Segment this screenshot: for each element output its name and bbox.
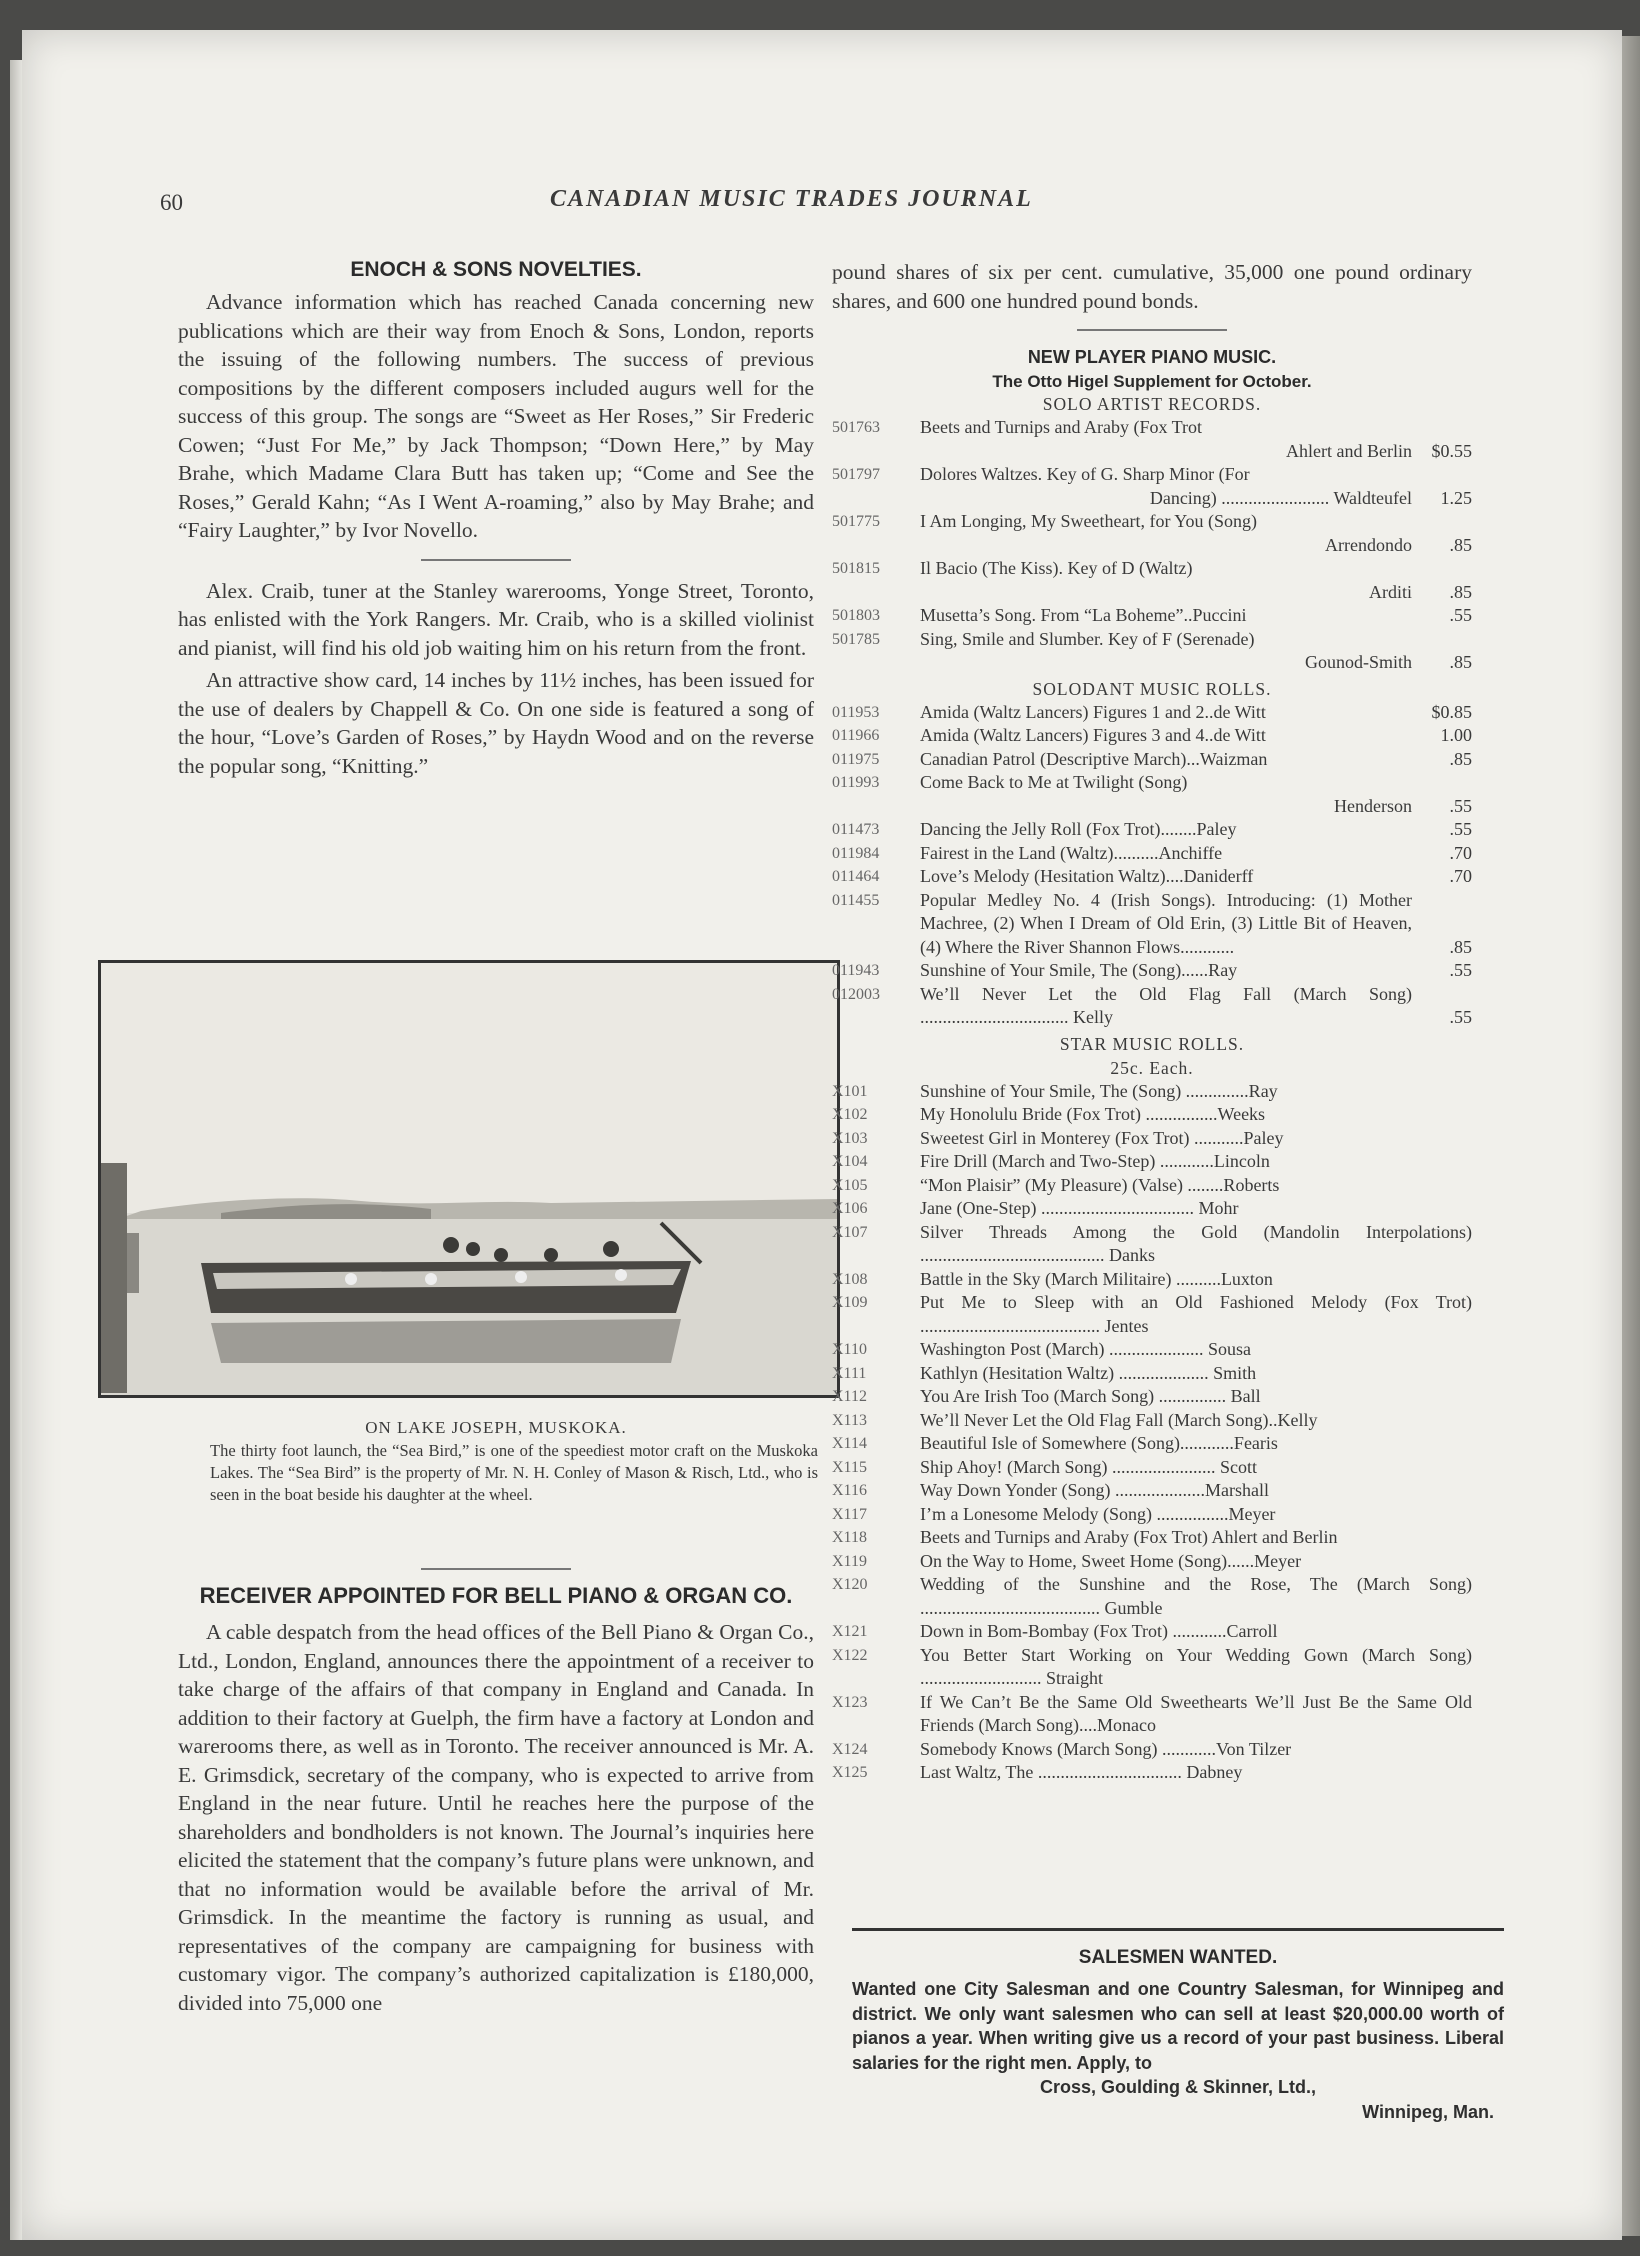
catalog-number: X120	[832, 1576, 868, 1593]
music-entry	[832, 1432, 1472, 1456]
photo-caption: The thirty foot launch, the “Sea Bird,” is one of the speediest motor craft on the Muskoka Lakes. The “Sea Bird” is the property of Mr. N. H. Conley of Mason & Risch, Ltd., who is seen in the boat beside his daughter at the wheel.	[210, 1441, 818, 1504]
enoch-heading: ENOCH & SONS NOVELTIES.	[350, 258, 642, 281]
catalog-number: 011953	[832, 703, 880, 721]
music-entry	[832, 1761, 1472, 1785]
entry-title: Beets and Turnips and Araby (Fox Trot	[920, 417, 1203, 437]
catalog-number: X115	[832, 1458, 867, 1476]
music-entry	[832, 959, 1472, 983]
player-heading: NEW PLAYER PIANO MUSIC.	[1027, 347, 1277, 367]
entry-title: We’ll Never Let the Old Flag Fall (March Song) ................................. Kelly	[920, 983, 1412, 1027]
entry-title: I’m a Lonesome Melody (Song) ................Meyer	[920, 1503, 1276, 1524]
catalog-number: 012003	[832, 985, 880, 1003]
craib-article: Alex. Craib, tuner at the Stanley warerooms, Yonge Street, Toronto, has enlisted with the York Rangers. Mr. Craib, who is a skilled violinist and pianist, will find his old job waiting him on his return from the front.	[178, 578, 814, 660]
entry-price: .70	[1449, 842, 1472, 863]
page-number: 60	[160, 190, 183, 215]
music-entry	[832, 1150, 1472, 1174]
entry-title: Popular Medley No. 4 (Irish Songs). Introducing: (1) Mother Machree, (2) When I Dream of Old Erin, (3) Little Bit of Heaven, (4) Where the River Shannon Flows............	[920, 889, 1412, 957]
catalog-number: 501763	[832, 419, 880, 436]
divider	[1077, 329, 1227, 331]
entry-price: .85	[1449, 936, 1472, 957]
entry-title: On the Way to Home, Sweet Home (Song)......Meyer	[920, 1550, 1302, 1571]
catalog-number: 501775	[832, 513, 880, 530]
catalog-number: X104	[832, 1153, 868, 1170]
ad-city: Winnipeg, Man.	[1362, 2101, 1494, 2122]
entry-composer: Dancing) ........................ Waldteufel	[1149, 487, 1412, 508]
entry-composer: Arrendondo	[1325, 534, 1412, 555]
music-entry	[832, 1103, 1472, 1127]
entry-composer: Arditi	[1369, 581, 1412, 602]
music-entry	[832, 1691, 1472, 1738]
entry-price: .55	[1449, 1007, 1472, 1027]
entry-price: .85	[1449, 652, 1472, 672]
music-entry	[832, 1362, 1472, 1386]
player-subheading: The Otto Higel Supplement for October.	[992, 372, 1312, 391]
ad-rule	[852, 1928, 1504, 1931]
music-entry	[832, 701, 1472, 725]
music-entry	[832, 1409, 1472, 1433]
divider	[421, 1568, 571, 1570]
music-entry	[832, 983, 1472, 1030]
music-entry	[832, 1479, 1472, 1503]
entry-title: Dancing the Jelly Roll (Fox Trot)........Paley	[920, 819, 1237, 839]
music-entry	[832, 889, 1472, 960]
entry-composer: Ahlert and Berlin	[1286, 440, 1412, 461]
music-entry	[832, 1174, 1472, 1198]
entry-title: Battle in the Sky (March Militaire) ..........Luxton	[920, 1268, 1273, 1289]
catalog-number: X124	[832, 1740, 868, 1758]
music-entry	[832, 1620, 1472, 1644]
entry-price: .55	[1449, 795, 1472, 816]
music-entry	[832, 1738, 1472, 1762]
entry-title: Way Down Yonder (Song) ....................Marshall	[920, 1480, 1270, 1500]
entry-title: Beets and Turnips and Araby (Fox Trot) Ahlert and Berlin	[920, 1527, 1338, 1547]
catalog-number: X108	[832, 1270, 868, 1288]
entry-title: Jane (One-Step) .................................. Mohr	[920, 1198, 1239, 1218]
entry-composer: Henderson	[1334, 795, 1412, 816]
divider	[421, 559, 571, 561]
entry-price: .85	[1449, 534, 1472, 555]
star-price: 25c. Each.	[1110, 1057, 1194, 1078]
catalog-number: 011966	[832, 727, 880, 744]
entry-title: Silver Threads Among the Gold (Mandolin Interpolations) ......................................... Danks	[920, 1221, 1472, 1265]
catalog-number: 011455	[832, 891, 880, 909]
entry-title: Sunshine of Your Smile, The (Song) ..............Ray	[920, 1080, 1278, 1101]
catalog-number: X116	[832, 1482, 867, 1499]
solo-header: SOLO ARTIST RECORDS.	[1042, 394, 1262, 414]
bell-article	[178, 1568, 814, 2017]
entry-title: Amida (Waltz Lancers) Figures 3 and 4..de Witt	[920, 725, 1266, 745]
entry-price: .55	[1449, 819, 1472, 839]
entry-price: .55	[1449, 960, 1472, 980]
entry-title: Fairest in the Land (Waltz)..........Anchiffe	[920, 842, 1223, 863]
music-entry	[832, 1080, 1472, 1104]
entry-title: Beautiful Isle of Somewhere (Song)............Fearis	[920, 1433, 1278, 1453]
solodant-list	[832, 701, 1472, 1030]
music-entry	[832, 604, 1472, 628]
catalog-number: X123	[832, 1693, 868, 1711]
catalog-number: X102	[832, 1106, 868, 1123]
catalog-number: 501785	[832, 630, 880, 648]
music-entry	[832, 1385, 1472, 1409]
catalog-number: X121	[832, 1623, 868, 1640]
entry-price: $0.85	[1431, 701, 1472, 722]
catalog-number: 501815	[832, 560, 880, 577]
music-entry	[832, 865, 1472, 889]
catalog-number: 011464	[832, 868, 880, 885]
entry-price: 1.25	[1440, 487, 1472, 508]
catalog-number: 011984	[832, 844, 880, 862]
solodant-header: SOLODANT MUSIC ROLLS.	[1032, 678, 1272, 699]
catalog-number: 011993	[832, 774, 880, 791]
music-entry	[832, 1526, 1472, 1550]
catalog-number: X103	[832, 1129, 868, 1147]
journal-title: CANADIAN MUSIC TRADES JOURNAL	[550, 186, 1033, 212]
entry-title: Put Me to Sleep with an Old Fashioned Melody (Fox Trot) ........................................ Jentes	[920, 1292, 1472, 1336]
entry-price: .85	[1449, 748, 1472, 769]
salesmen-ad	[852, 1928, 1504, 2124]
entry-title: You Better Start Working on Your Wedding Gown (March Song) ........................... Straight	[920, 1644, 1472, 1688]
catalog-number: X112	[832, 1388, 867, 1405]
catalog-number: X117	[832, 1505, 867, 1523]
music-entry	[832, 1127, 1472, 1151]
right-column	[832, 258, 1472, 1785]
catalog-number: X125	[832, 1764, 868, 1781]
entry-title: Come Back to Me at Twilight (Song)	[920, 772, 1188, 792]
music-entry	[832, 416, 1472, 463]
entry-price: .70	[1449, 866, 1472, 886]
entry-title: My Honolulu Bride (Fox Trot) ................Weeks	[920, 1104, 1266, 1124]
catalog-number: X107	[832, 1223, 868, 1241]
catalog-number: X119	[832, 1552, 867, 1570]
catalog-number: 011943	[832, 962, 880, 979]
music-entry	[832, 748, 1472, 772]
music-entry	[832, 557, 1472, 604]
catalog-number: X105	[832, 1176, 868, 1194]
entry-title: Fire Drill (March and Two-Step) ............Lincoln	[920, 1151, 1270, 1171]
music-entry	[832, 628, 1472, 675]
music-entry	[832, 1197, 1472, 1221]
entry-title: Washington Post (March) ..................... Sousa	[920, 1339, 1252, 1359]
entry-title: Il Bacio (The Kiss). Key of D (Waltz)	[920, 558, 1193, 578]
entry-composer: Gounod-Smith	[1304, 652, 1412, 672]
catalog-number: X109	[832, 1294, 868, 1311]
music-entry	[832, 1644, 1472, 1691]
catalog-number: X118	[832, 1529, 867, 1546]
entry-title: “Mon Plaisir” (My Pleasure) (Valse) ........Roberts	[920, 1174, 1280, 1195]
music-entry	[832, 1268, 1472, 1292]
photo-caption-title: ON LAKE JOSEPH, MUSKOKA.	[365, 1418, 627, 1437]
chappell-article: An attractive show card, 14 inches by 11½ inches, has been issued for the use of dealers by Chappell & Co. On one side is featured a song of the hour, “Love’s Garden of Roses,” by Haydn Wood and on the reverse the popular song, “Knitting.”	[178, 668, 814, 778]
entry-title: You Are Irish Too (March Song) ............... Ball	[920, 1386, 1261, 1406]
ad-company: Cross, Goulding & Skinner, Ltd.,	[1039, 2077, 1317, 2097]
catalog-number: X101	[832, 1082, 868, 1100]
bell-body: A cable despatch from the head offices of the Bell Piano & Organ Co., Ltd., London, England, announces there the appointment of a receiver to take charge of the affairs of that company in England and Canada. In addition to their factory at Guelph, the firm have a factory at London and warerooms there, as well as in Toronto. The receiver announced is Mr. A. E. Grimsdick, secretary of the company, who is expected to arrive from England in the near future. Until he reaches here the purpose of the shareholders and bondholders is not known. The Journal’s inquiries here elicited the statement that the company’s future plans were unknown, and that no information would be available before the arrival of Mr. Grimsdick. In the meantime the factory is running as usual, and representatives of the company are campaigning for business with customary vigor. The company’s authorized capitalization is £180,000, divided into 75,000 one	[178, 1620, 814, 2015]
entry-title: I Am Longing, My Sweetheart, for You (Song)	[920, 511, 1257, 531]
boat-photograph	[98, 960, 840, 1398]
music-entry	[832, 510, 1472, 557]
music-entry	[832, 818, 1472, 842]
entry-title: Down in Bom-Bombay (Fox Trot) ............Carroll	[920, 1621, 1278, 1641]
enoch-article: Advance information which has reached Canada concerning new publications which are their way from Enoch & Sons, London, reports the issuing of the following numbers. The success of previous compositions by the different composers included augurs well for the success of this group. The songs are “Sweet as Her Roses,” Sir Frederic Cowen; “Just For Me,” by Jack Thompson; “Down Here,” by May Brahe, which Madame Clara Butt has taken up; “Come and See the Roses,” Gerald Kahn; “As I Went A-roaming,” also by May Brahe; and “Fairy Laughter,” by Ivor Novello.	[178, 290, 814, 542]
star-list	[832, 1080, 1472, 1785]
entry-title: Love’s Melody (Hesitation Waltz)....Daniderff	[920, 866, 1254, 886]
entry-title: Amida (Waltz Lancers) Figures 1 and 2..de Witt	[920, 701, 1266, 722]
launch-boat-image	[101, 963, 837, 1395]
star-header: STAR MUSIC ROLLS.	[1059, 1033, 1245, 1054]
music-entry	[832, 463, 1472, 510]
bell-continued: pound shares of six per cent. cumulative, 35,000 one pound ordinary shares, and 600 one hundred pound bonds.	[832, 260, 1472, 313]
catalog-number: 011473	[832, 821, 880, 838]
entry-title: Kathlyn (Hesitation Waltz) .................... Smith	[920, 1362, 1257, 1383]
entry-price: 1.00	[1440, 725, 1472, 745]
solo-list	[832, 416, 1472, 675]
entry-title: Last Waltz, The ................................ Dabney	[920, 1762, 1243, 1782]
music-entry	[832, 842, 1472, 866]
entry-title: Somebody Knows (March Song) ............Von Tilzer	[920, 1738, 1292, 1759]
music-entry	[832, 1573, 1472, 1620]
music-entry	[832, 771, 1472, 818]
music-entry	[832, 1503, 1472, 1527]
bell-heading: RECEIVER APPOINTED FOR BELL PIANO & ORGAN CO.	[199, 1583, 793, 1608]
entry-price: .85	[1449, 581, 1472, 602]
catalog-number: X110	[832, 1341, 867, 1358]
catalog-number: X113	[832, 1411, 867, 1429]
catalog-number: X122	[832, 1646, 868, 1664]
music-entry	[832, 1338, 1472, 1362]
entry-price: .55	[1449, 605, 1472, 625]
entry-title: Wedding of the Sunshine and the Rose, The (March Song) ........................................ Gumble	[920, 1574, 1472, 1618]
page-edge	[10, 60, 22, 2240]
music-entry	[832, 1221, 1472, 1268]
catalog-number: X114	[832, 1435, 867, 1452]
catalog-number: X106	[832, 1200, 868, 1217]
left-column	[178, 258, 814, 780]
ad-body: Wanted one City Salesman and one Country Salesman, for Winnipeg and district. We only want salesmen who can sell at least $20,000.00 worth of pianos a year. When writing give us a record of your past business. Liberal salaries for the right men. Apply, to	[852, 1979, 1504, 2073]
entry-title: Musetta’s Song. From “La Boheme”..Puccini	[920, 605, 1247, 625]
entry-price: $0.55	[1431, 440, 1472, 461]
entry-title: Canadian Patrol (Descriptive March)...Waizman	[920, 748, 1268, 769]
entry-title: Ship Ahoy! (March Song) ....................... Scott	[920, 1456, 1257, 1477]
entry-title: We’ll Never Let the Old Flag Fall (March Song)..Kelly	[920, 1409, 1318, 1430]
music-entry	[832, 1550, 1472, 1574]
catalog-number: 011975	[832, 750, 880, 768]
music-entry	[832, 724, 1472, 748]
catalog-number: 501797	[832, 466, 880, 483]
catalog-number: 501803	[832, 607, 880, 624]
catalog-number: X111	[832, 1364, 867, 1382]
entry-title: Sunshine of Your Smile, The (Song)......Ray	[920, 960, 1238, 980]
music-entry	[832, 1456, 1472, 1480]
entry-title: Dolores Waltzes. Key of G. Sharp Minor (For	[920, 464, 1250, 484]
entry-title: Sing, Smile and Slumber. Key of F (Serenade)	[920, 628, 1255, 649]
entry-title: Sweetest Girl in Monterey (Fox Trot) ...........Paley	[920, 1127, 1284, 1148]
ad-heading: SALESMEN WANTED.	[1078, 1947, 1278, 1968]
music-entry	[832, 1291, 1472, 1338]
entry-title: If We Can’t Be the Same Old Sweethearts We’ll Just Be the Same Old Friends (March Song)....Monaco	[920, 1691, 1472, 1735]
